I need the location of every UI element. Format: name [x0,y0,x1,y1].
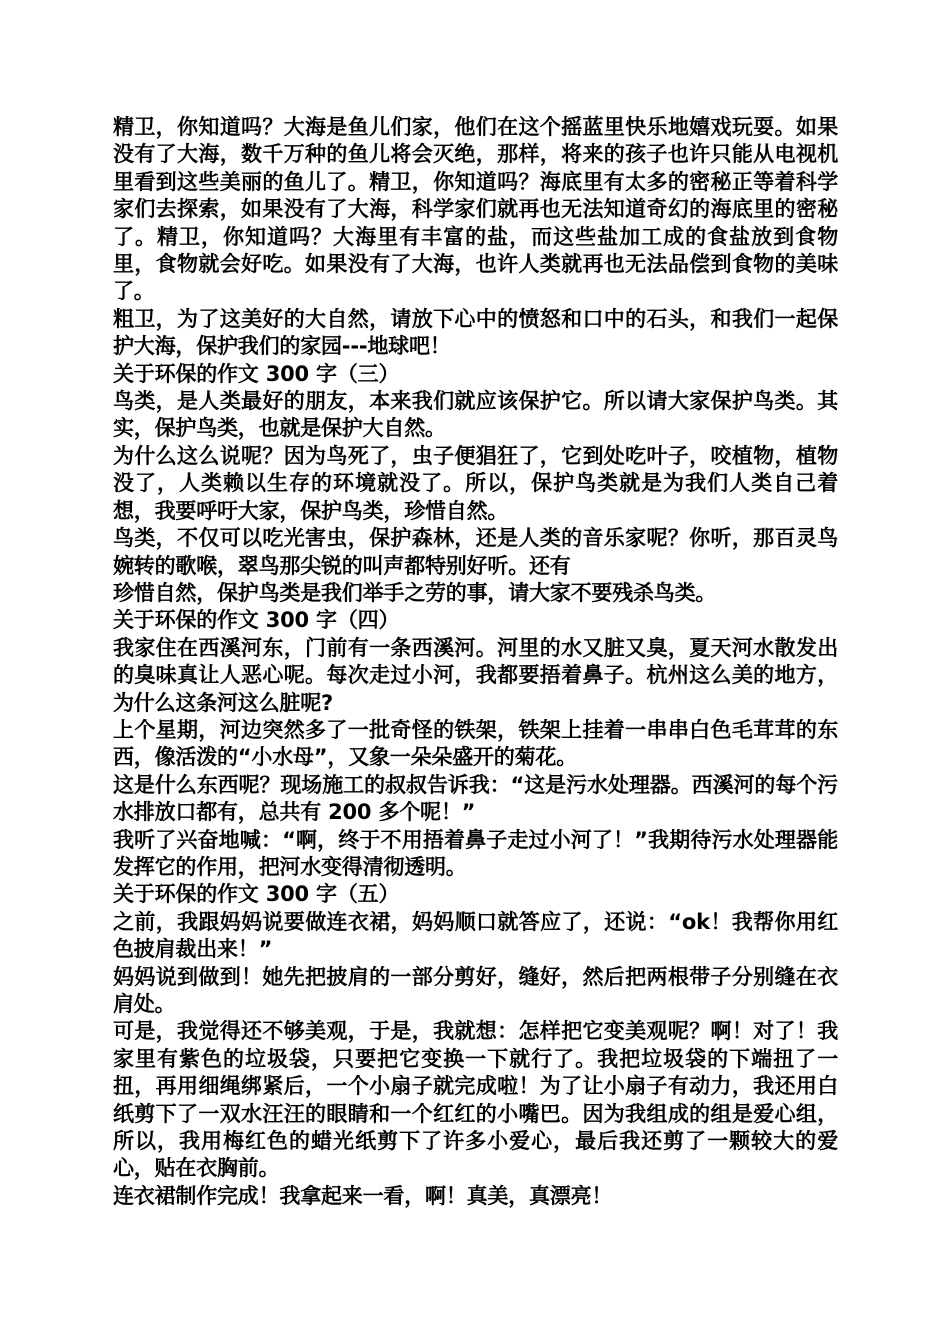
paragraph-birds-friends: 鸟类，是人类最好的朋友，本来我们就应该保护它。所以请大家保护鸟类。其实，保护鸟类，也就是保护大自然。 [113,389,838,441]
paragraph-river-home: 我家住在西溪河东，门前有一条西溪河。河里的水又脏又臭，夏天河水散发出的臭味真让人恶心呢。每次走过小河，我都要捂着鼻子。杭州这么美的地方，为什么这条河这么脏呢? [113,635,838,715]
paragraph-dress-sew: 妈妈说到做到！她先把披肩的一部分剪好，缝好，然后把两根带子分别缝在衣肩处。 [113,964,838,1016]
paragraph-river-processor: 这是什么东西呢？现场施工的叔叔告诉我：“这是污水处理器。西溪河的每个污水排放口都有，总共有 200 多个呢！” [113,772,838,825]
paragraph-jingwei-conclusion: 粗卫，为了这美好的大自然，请放下心中的愤怒和口中的石头，和我们一起保护大海，保护我们的家园---地球吧！ [113,306,838,359]
paragraph-jingwei: 精卫，你知道吗？大海是鱼儿们家，他们在这个摇蓝里快乐地嬉戏玩耍。如果没有了大海，数千万种的鱼儿将会灭绝，那样，将来的孩子也许只能从电视机里看到这些美丽的鱼儿了。精卫，你知道吗？海底里有太多的密秘正等着科学家们去探索，如果没有了大海，科学家们就再也无法知道奇幻的海底里的密秘了。精卫，你知道吗？大海里有丰富的盐，而这些盐加工成的食盐放到食物里，食物就会好吃。如果没有了大海，也许人类就再也无法品偿到食物的美味了。 [113,115,838,304]
essay-body [113,114,838,1210]
essay-heading-five: 关于环保的作文 300 字（五） [113,882,400,907]
essay-heading-three: 关于环保的作文 300 字（三） [113,361,400,386]
essay-heading-four: 关于环保的作文 300 字（四） [113,608,400,633]
paragraph-dress-decorate: 可是，我觉得还不够美观，于是，我就想：怎样把它变美观呢？啊！对了！我家里有紫色的垃圾袋，只要把它变换一下就行了。我把垃圾袋的下端扭了一扭，再用细绳绑紧后，一个小扇子就完成啦！为了让小扇子有动力，我还用白纸剪下了一双水汪汪的眼睛和一个红红的小嘴巴。因为我组成的组是爱心组，所以，我用梅红色的蜡光纸剪下了许多小爱心，最后我还剪了一颗较大的爱心，贴在衣胸前。 [113,1019,838,1181]
paragraph-dress-done: 连衣裙制作完成！我拿起来一看，啊！真美，真漂亮！ [113,1183,613,1208]
paragraph-birds-music: 鸟类，不仅可以吃光害虫，保护森林，还是人类的音乐家呢？你听，那百灵鸟婉转的歌喉，翠鸟那尖锐的叫声都特别好听。还有 [113,526,838,578]
paragraph-river-hope: 我听了兴奋地喊：“啊，终于不用捂着鼻子走过小河了！”我期待污水处理器能发挥它的作用，把河水变得清彻透明。 [113,827,838,879]
paragraph-river-frames: 上个星期，河边突然多了一批奇怪的铁架，铁架上挂着一串串白色毛茸茸的东西，像活泼的“小水母”，又象一朵朵盛开的菊花。 [113,717,838,770]
paragraph-birds-why: 为什么这么说呢？因为鸟死了，虫子便猖狂了，它到处吃叶子，咬植物，植物没了，人类赖以生存的环境就没了。所以，保护鸟类就是为我们人类自己着想，我要呼吁大家，保护鸟类，珍惜自然。 [113,443,838,523]
paragraph-birds-cherish: 珍惜自然，保护鸟类是我们举手之劳的事，请大家不要残杀鸟类。 [113,580,717,605]
paragraph-dress-start: 之前，我跟妈妈说要做连衣裙，妈妈顺口就答应了，还说：“ok！我帮你用红色披肩裁出来！” [113,909,838,962]
